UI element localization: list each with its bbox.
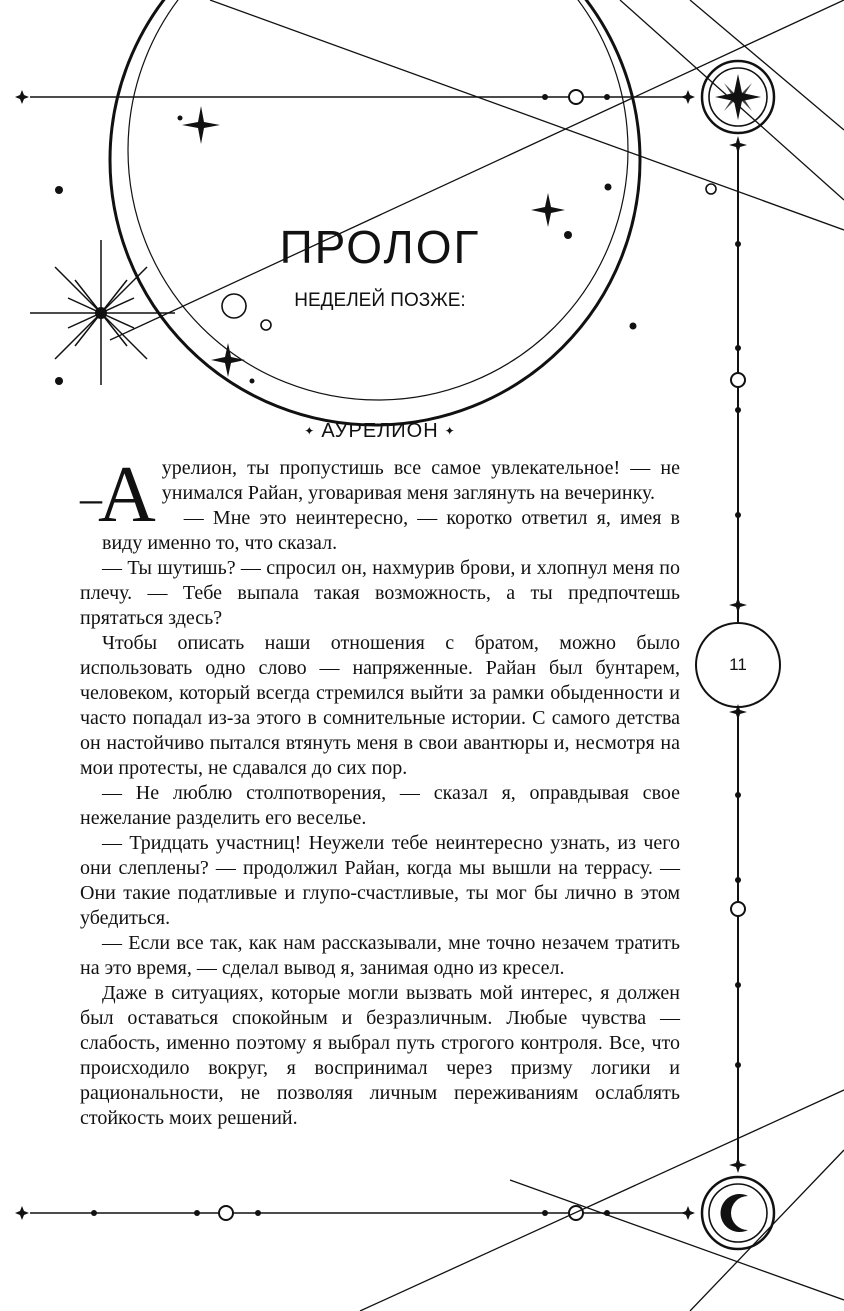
body-text bbox=[80, 451, 680, 1131]
page-number: 11 bbox=[695, 622, 781, 708]
paragraph-text: урелион, ты пропустишь все самое увлекательное! — не унимался Райан, уговаривая меня заглянуть на вечеринку. bbox=[161, 457, 680, 504]
paragraph: — Мне это неинтересно, — коротко ответил я, имея в виду именно то, что сказал. bbox=[102, 507, 680, 554]
paragraph: — Если все так, как нам рассказывали, мне точно незачем тратить на это время, — сделал вывод я, занимая одно из кресел. bbox=[80, 932, 680, 979]
paragraph: — Не люблю столпотворения, — сказал я, оправдывая свое нежелание разделить его веселье. bbox=[80, 782, 680, 829]
page-subtitle: НЕДЕЛЕЙ ПОЗЖЕ: bbox=[294, 290, 466, 311]
chapter-name: АУРЕЛИОН bbox=[321, 420, 439, 442]
sparkle-star-icon bbox=[182, 106, 220, 144]
moon-outer-ring bbox=[110, 0, 640, 425]
sparkle-left-icon: ✦ bbox=[304, 424, 316, 438]
paragraph: — Ты шутишь? — спросил он, нахмурив брови, и хлопнул меня по плечу. — Тебе выпала такая возможность, а ты предпочтешь прятаться здесь? bbox=[80, 557, 680, 629]
page-title: ПРОЛОГ bbox=[279, 221, 481, 273]
drop-dash: – bbox=[80, 474, 102, 523]
chapter-heading bbox=[230, 420, 530, 443]
sparkle-right-icon: ✦ bbox=[444, 424, 456, 438]
paragraph: Чтобы описать наши отношения с братом, можно было использовать одно слово — напряженные. Райан был бунтарем, человеком, который всегда стремился выйти за рамки обыденности и часто попадал из-за этого в сомнительные истории. С самого детства он настойчиво пытался втянуть меня в свои авантюры и, несмотря на мои протесты, не сдавался до сих пор. bbox=[80, 632, 680, 779]
paragraph: Даже в ситуациях, которые могли вызвать мой интерес, я должен был оставаться спокойным и безразличным. Любые чувства — слабость, именно поэтому я выбрал путь строгого контроля. Все, что происходило вокруг, я воспринимал через призму логики и рациональности, не позволяя личным переживаниям ослаблять стойкость моих решений. bbox=[80, 982, 680, 1129]
moon-inner-ring bbox=[128, 0, 628, 400]
paragraph: — Тридцать участниц! Неужели тебе неинтересно узнать, из чего они слеплены? — продолжил Райан, когда мы вышли на террасу. — Они такие податливые и глупо-счастливые, ты мог бы лично в этом убедиться. bbox=[80, 832, 680, 929]
crescent-moon-icon bbox=[702, 1177, 774, 1249]
sparkle-star-icon bbox=[531, 193, 565, 227]
drop-cap: А bbox=[98, 451, 156, 539]
